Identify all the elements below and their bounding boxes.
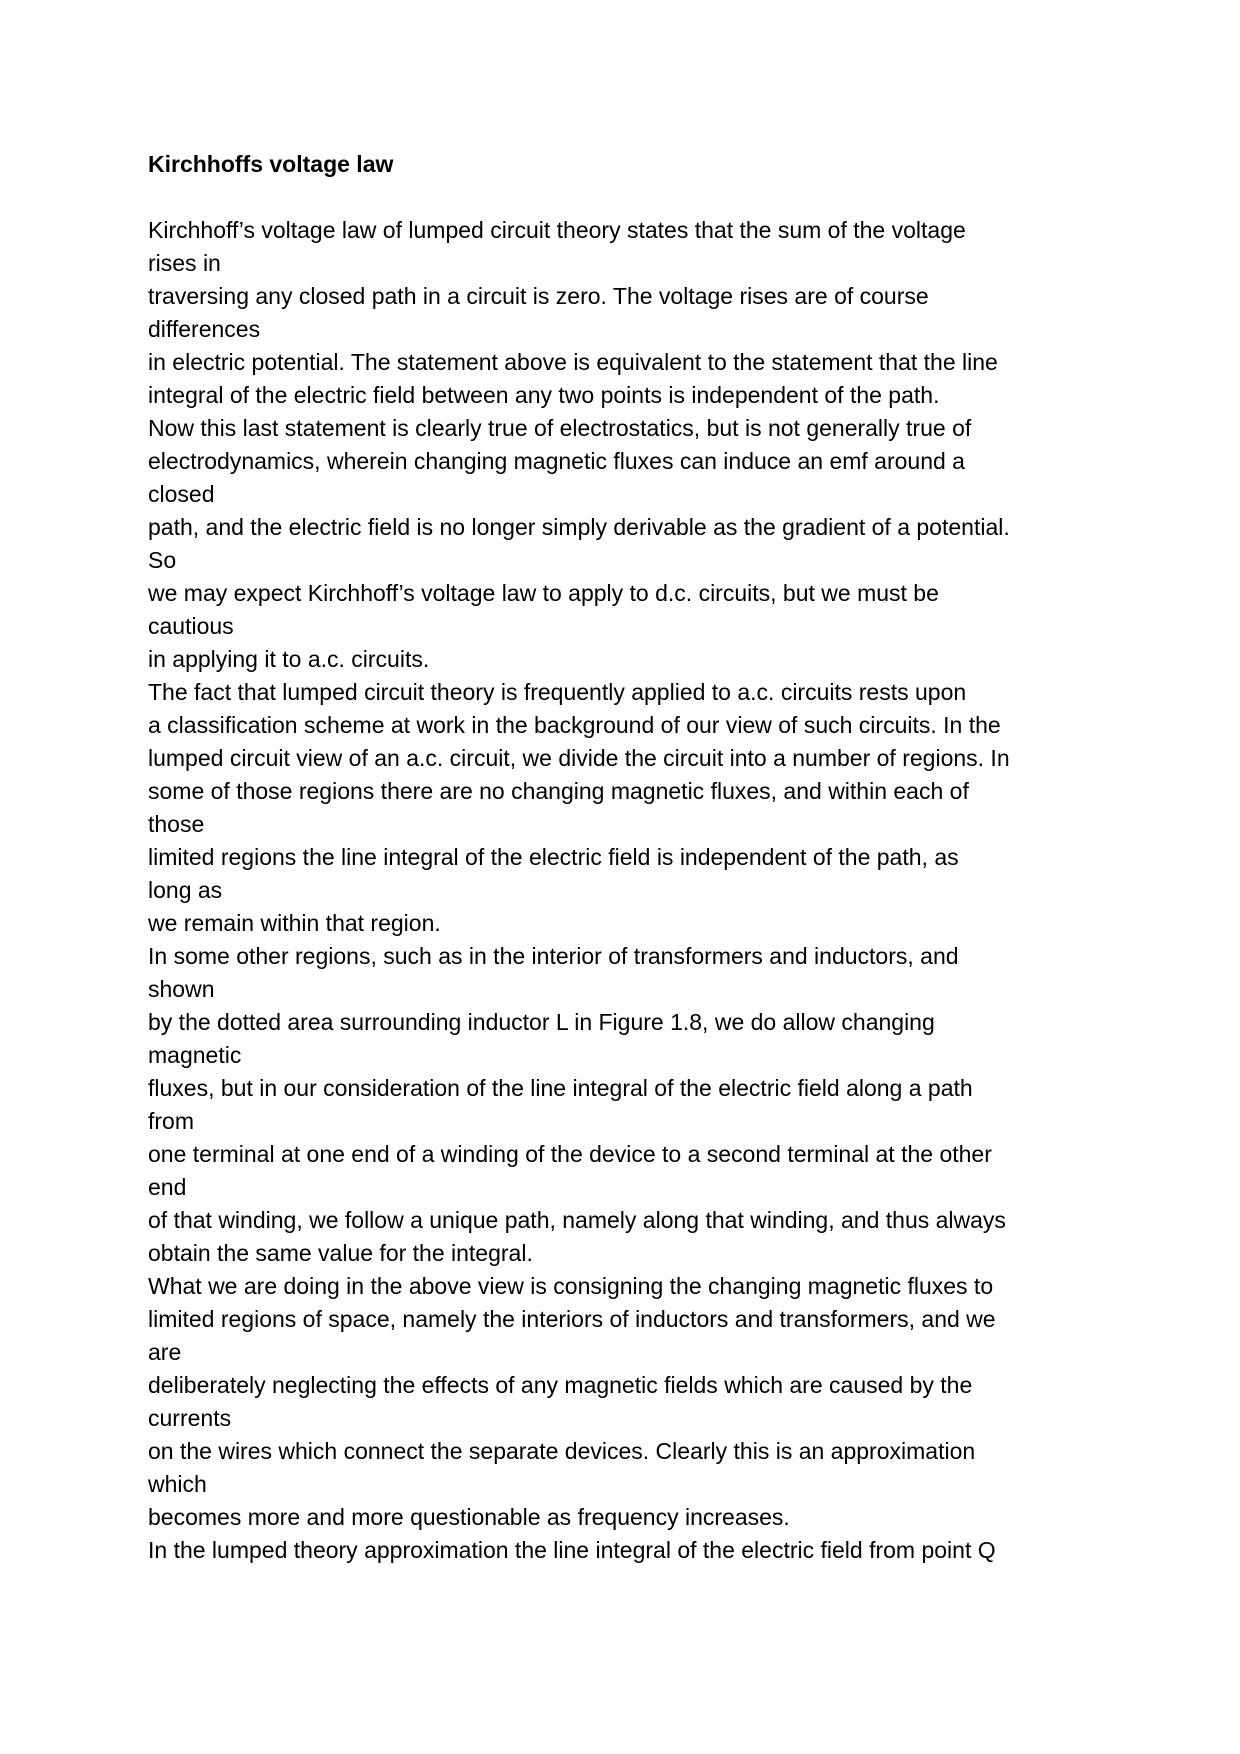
text-line: magnetic	[148, 1042, 242, 1068]
document-title: Kirchhoffs voltage law	[148, 151, 394, 177]
text-line: shown	[148, 976, 215, 1002]
text-line: What we are doing in the above view is consigning the changing magnetic fluxes to	[148, 1273, 994, 1299]
text-line: which	[148, 1471, 207, 1497]
text-line: we remain within that region.	[148, 910, 441, 936]
text-line: limited regions the line integral of the electric field is independent of the path, as	[148, 844, 959, 870]
text-line: becomes more and more questionable as frequency increases.	[148, 1504, 790, 1530]
text-line: fluxes, but in our consideration of the line integral of the electric field along a path	[148, 1075, 973, 1101]
text-line: end	[148, 1174, 187, 1200]
text-line: electrodynamics, wherein changing magnetic fluxes can induce an emf around a	[148, 448, 965, 474]
text-line: rises in	[148, 250, 221, 276]
text-line: The fact that lumped circuit theory is frequently applied to a.c. circuits rests upon	[148, 679, 967, 705]
text-line: So	[148, 547, 177, 573]
text-line: currents	[148, 1405, 232, 1431]
text-line: In some other regions, such as in the interior of transformers and inductors, and	[148, 943, 959, 969]
text-line: by the dotted area surrounding inductor L in Figure 1.8, we do allow changing	[148, 1009, 935, 1035]
text-line: in applying it to a.c. circuits.	[148, 646, 430, 672]
text-line: we may expect Kirchhoff’s voltage law to apply to d.c. circuits, but we must be	[148, 580, 939, 606]
text-line: those	[148, 811, 205, 837]
text-line: limited regions of space, namely the interiors of inductors and transformers, and we	[148, 1306, 996, 1332]
text-line: some of those regions there are no changing magnetic fluxes, and within each of	[148, 778, 969, 804]
text-line: in electric potential. The statement above is equivalent to the statement that the line	[148, 349, 998, 375]
text-line: deliberately neglecting the effects of any magnetic fields which are caused by the	[148, 1372, 973, 1398]
text-line: differences	[148, 316, 261, 342]
text-line: closed	[148, 481, 215, 507]
text-line: Now this last statement is clearly true of electrostatics, but is not generally true of	[148, 415, 972, 441]
document-text	[148, 214, 1098, 1567]
text-line: a classification scheme at work in the background of our view of such circuits. In the	[148, 712, 1001, 738]
text-line: In the lumped theory approximation the line integral of the electric field from point Q	[148, 1537, 996, 1563]
text-line: of that winding, we follow a unique path, namely along that winding, and thus always	[148, 1207, 1006, 1233]
text-line: traversing any closed path in a circuit is zero. The voltage rises are of course	[148, 283, 929, 309]
document-body	[148, 148, 1098, 1567]
text-line: obtain the same value for the integral.	[148, 1240, 533, 1266]
text-line: long as	[148, 877, 223, 903]
text-line: on the wires which connect the separate devices. Clearly this is an approximation	[148, 1438, 976, 1464]
text-line: cautious	[148, 613, 234, 639]
text-line: are	[148, 1339, 182, 1365]
text-line: one terminal at one end of a winding of the device to a second terminal at the other	[148, 1141, 992, 1167]
text-line: Kirchhoff’s voltage law of lumped circuit theory states that the sum of the voltage	[148, 217, 966, 243]
text-line: lumped circuit view of an a.c. circuit, we divide the circuit into a number of regions. In	[148, 745, 1010, 771]
text-line: integral of the electric field between any two points is independent of the path.	[148, 382, 940, 408]
text-line: from	[148, 1108, 194, 1134]
text-line: path, and the electric field is no longer simply derivable as the gradient of a potential.	[148, 514, 1010, 540]
